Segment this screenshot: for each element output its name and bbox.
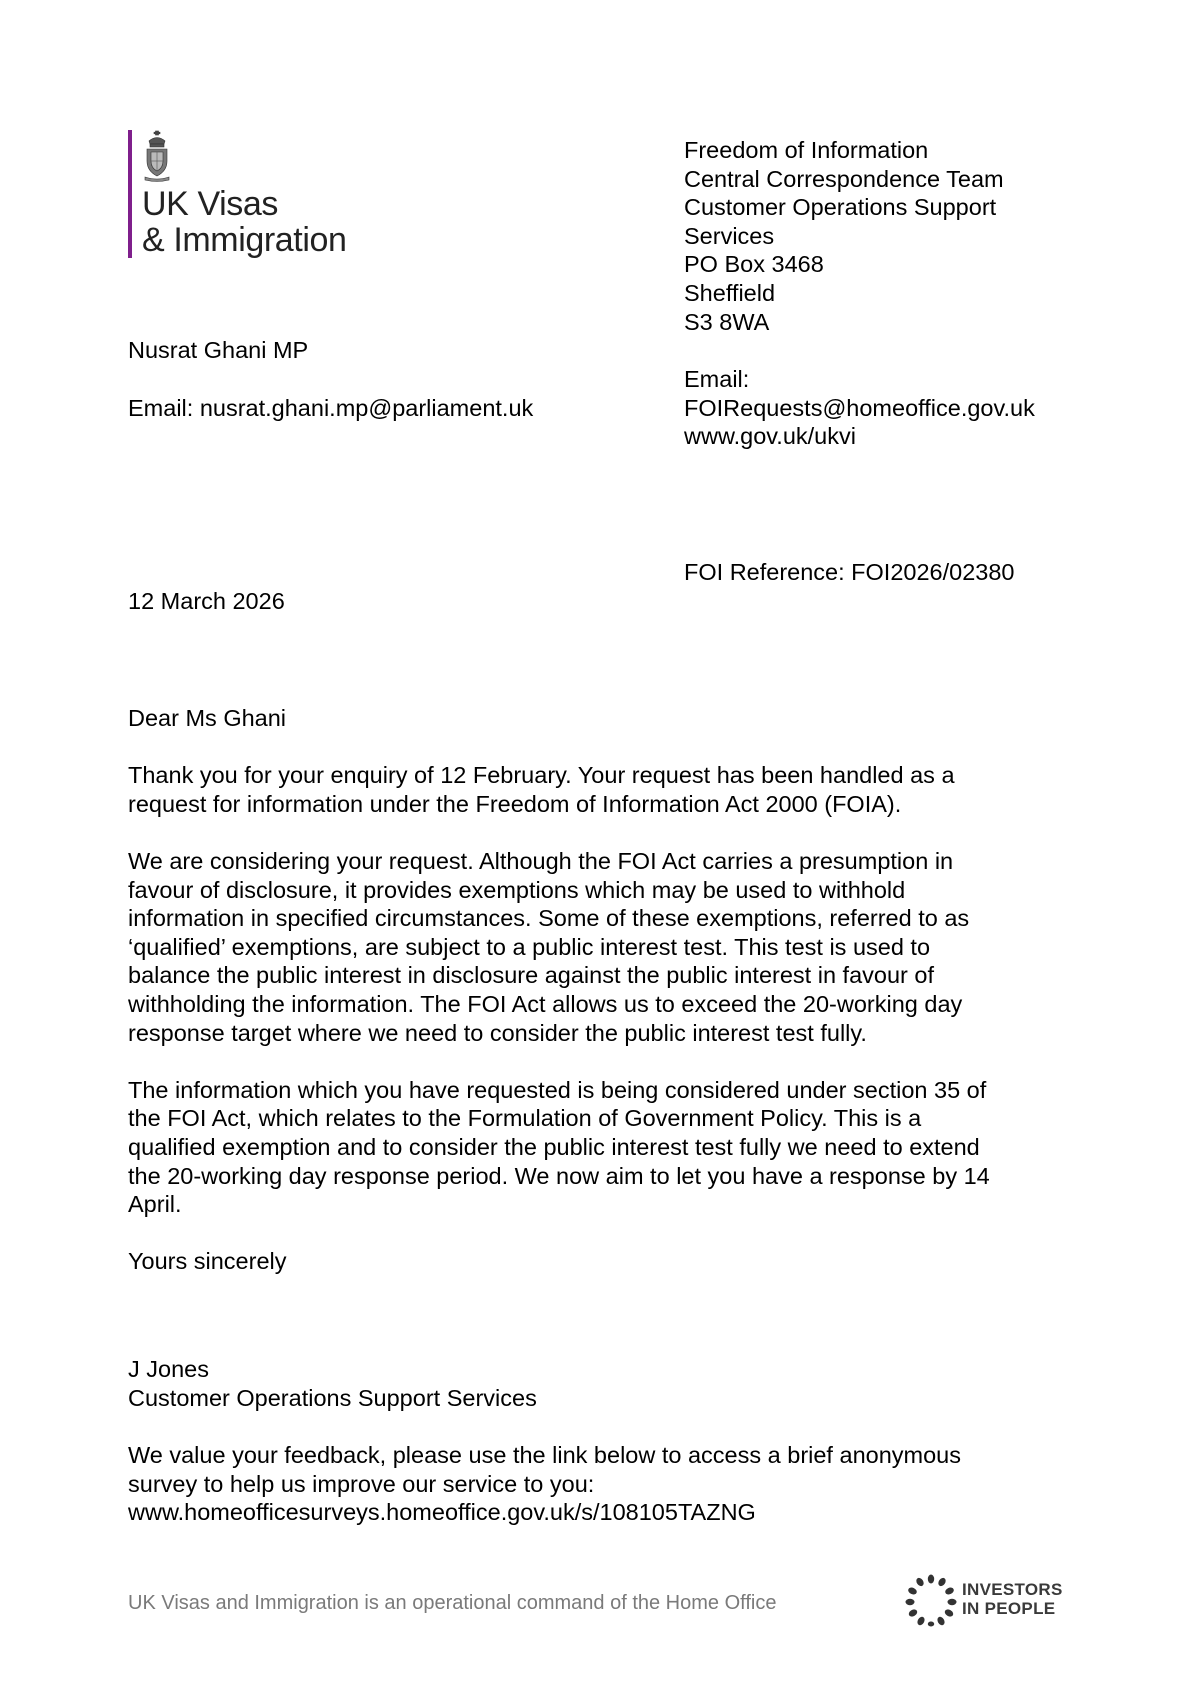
address-line: Services xyxy=(684,222,775,249)
paragraph-1 xyxy=(128,761,1078,818)
closing: Yours sincerely xyxy=(128,1248,287,1275)
paragraph-3 xyxy=(128,1076,1078,1219)
foi-reference: FOI Reference: FOI2026/02380 xyxy=(684,559,1015,585)
body-line: The information which you have requested is being considered under section 35 of xyxy=(128,1076,987,1103)
body-line: Thank you for your enquiry of 12 February. Your request has been handled as a xyxy=(128,762,955,789)
body-line: favour of disclosure, it provides exemptions which may be used to withhold xyxy=(128,876,906,903)
investors-in-people-label xyxy=(962,1580,1063,1618)
body-line: April. xyxy=(128,1191,182,1218)
paragraph-2 xyxy=(128,847,1078,1047)
body-line: qualified exemption and to consider the public interest test fully we need to extend xyxy=(128,1133,980,1160)
feedback-line: survey to help us improve our service to you: xyxy=(128,1470,595,1497)
body-line: request for information under the Freedom of Information Act 2000 (FOIA). xyxy=(128,790,902,817)
survey-link[interactable]: www.homeofficesurveys.homeoffice.gov.uk/s/108105TAZNG xyxy=(128,1499,756,1526)
recipient-email: Email: nusrat.ghani.mp@parliament.uk xyxy=(128,395,534,421)
address-line: PO Box 3468 xyxy=(684,251,824,278)
signatory-name: J Jones xyxy=(128,1356,209,1382)
logo-line-1: UK Visas xyxy=(142,185,279,223)
footer-note: UK Visas and Immigration is an operational command of the Home Office xyxy=(128,1592,777,1614)
address-line: S3 8WA xyxy=(684,308,770,335)
investors-in-people-badge xyxy=(905,1573,1065,1627)
signature-block xyxy=(128,1355,537,1412)
sender-email-label: Email: xyxy=(684,366,750,392)
body-line: withholding the information. The FOI Act allows us to exceed the 20-working day xyxy=(128,990,963,1017)
body-line: the FOI Act, which relates to the Formulation of Government Policy. This is a xyxy=(128,1105,922,1132)
address-line: Freedom of Information xyxy=(684,137,929,163)
letter-date: 12 March 2026 xyxy=(128,588,285,614)
body-line: balance the public interest in disclosure against the public interest in favour of xyxy=(128,962,934,989)
body-line: We are considering your request. Although the FOI Act carries a presumption in xyxy=(128,847,954,874)
body-line: ‘qualified’ exemptions, are subject to a public interest test. This test is used to xyxy=(128,933,931,960)
salutation: Dear Ms Ghani xyxy=(128,705,287,731)
letter-body xyxy=(128,704,1078,1276)
logo-line-2: & Immigration xyxy=(142,221,347,259)
body-line: information in specified circumstances. Some of these exemptions, referred to as xyxy=(128,905,970,932)
recipient-name: Nusrat Ghani MP xyxy=(128,337,309,363)
laurel-wreath-icon xyxy=(905,1573,957,1627)
address-line: Customer Operations Support xyxy=(684,194,997,221)
feedback-block xyxy=(128,1441,961,1527)
sender-website[interactable]: www.gov.uk/ukvi xyxy=(684,423,856,450)
ukvi-logo xyxy=(128,130,368,265)
badge-line-2: IN PEOPLE xyxy=(962,1599,1056,1618)
badge-line-1: INVESTORS xyxy=(962,1580,1063,1599)
logo-wordmark xyxy=(142,186,347,258)
address-line: Sheffield xyxy=(684,279,776,306)
logo-accent-bar xyxy=(128,130,132,258)
royal-crest-icon xyxy=(142,130,172,182)
sender-email[interactable]: FOIRequests@homeoffice.gov.uk xyxy=(684,394,1035,421)
sender-address xyxy=(684,136,1004,336)
address-line: Central Correspondence Team xyxy=(684,165,1004,192)
feedback-line: We value your feedback, please use the link below to access a brief anonymous xyxy=(128,1442,961,1468)
signatory-department: Customer Operations Support Services xyxy=(128,1384,537,1411)
body-line: response target where we need to consider the public interest test fully. xyxy=(128,1019,867,1046)
body-line: the 20-working day response period. We now aim to let you have a response by 14 xyxy=(128,1162,990,1189)
sender-contact xyxy=(684,365,1035,451)
